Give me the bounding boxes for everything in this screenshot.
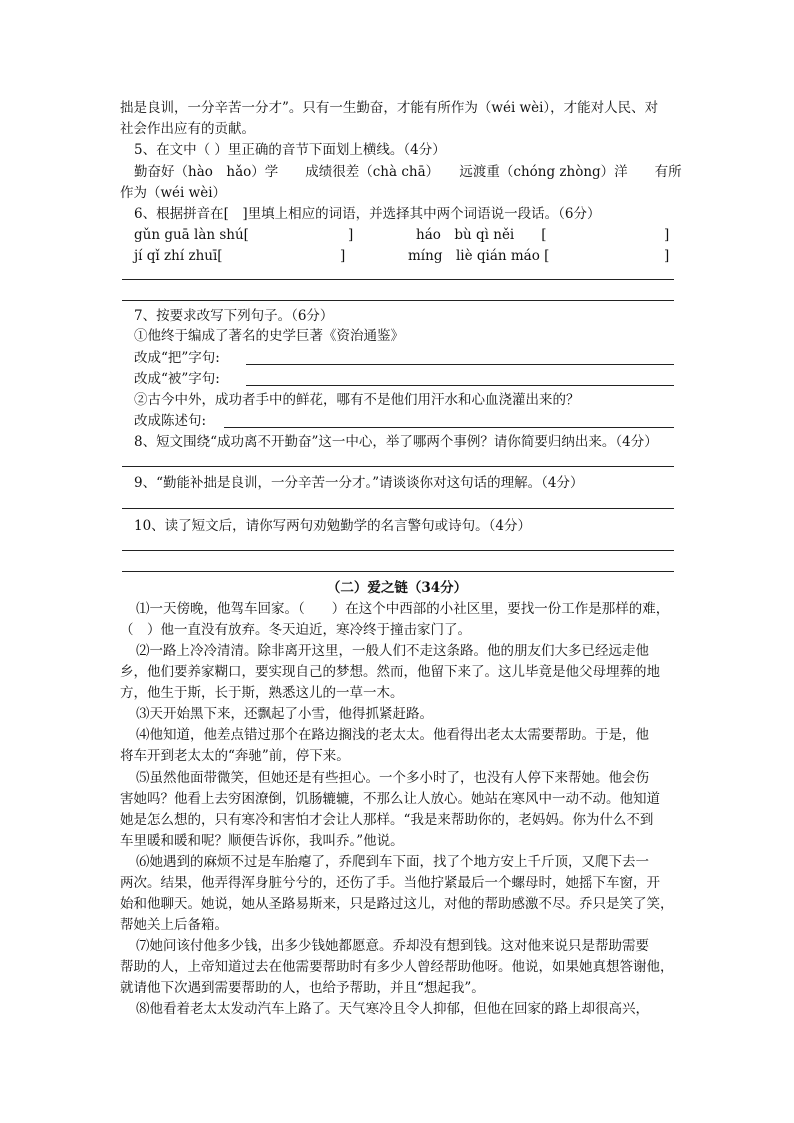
paragraph-4-line: 将车开到老太太的“奔驰”前，停下来。 bbox=[120, 748, 350, 764]
question-10-prompt: 10、读了短文后，请你写两句劝勉勤学的名言警句或诗句。（4分） bbox=[134, 518, 532, 534]
paragraph-2-line: ⑵一路上冷冷清清。除非离开这里，一般人们不走这条路。他的朋友们大多已经远走他 bbox=[136, 643, 649, 659]
paragraph-5-line: 害她吗？他看上去穷困潦倒，饥肠辘辘，不那么让人放心。她站在寒风中一动不动。他知道 bbox=[120, 791, 660, 807]
question-5-options-line1: 勤奋好（hào hǎo）学 成绩很差（chà chā） 远渡重（chóng zhòng）洋 有所 bbox=[134, 164, 682, 180]
paragraph-1-line: ⑴一天傍晚，他驾车回家。（ ）在这个中西部的小社区里，要找一份工作是那样的难， bbox=[136, 601, 670, 617]
answer-line[interactable] bbox=[122, 466, 674, 467]
declarative-answer-line[interactable] bbox=[224, 427, 674, 428]
question-7-sentence-1: ①他终于编成了著名的史学巨著《资治通鉴》 bbox=[134, 328, 404, 344]
q4-continuation-line2: 社会作出应有的贡献。 bbox=[120, 121, 255, 137]
question-6-prompt: 6、根据拼音在[ ]里填上相应的词语，并选择其中两个词语说一段话。（6分） bbox=[134, 206, 601, 222]
bei-sentence-answer-line[interactable] bbox=[246, 385, 674, 386]
bracket-close[interactable]: ] bbox=[348, 227, 354, 243]
pinyin-jiqizhizhui: jí qǐ zhí zhuī[ bbox=[134, 248, 223, 264]
paragraph-2-line: 方，他生于斯，长于斯，熟悉这儿的一草一木。 bbox=[120, 685, 404, 701]
paragraph-6-line: 两次。结果，他弄得浑身脏兮兮的，还伤了手。当他拧紧最后一个螺母时，她摇下车窗，开 bbox=[120, 875, 660, 891]
bracket-close[interactable]: ] bbox=[664, 227, 670, 243]
bracket-close[interactable]: ] bbox=[664, 248, 670, 264]
answer-line[interactable] bbox=[122, 300, 674, 301]
paragraph-7-line: 帮助的人，上帝知道过去在他需要帮助时有多少人曾经帮助他呀。他说，如果她真想答谢他， bbox=[120, 959, 674, 975]
q4-continuation-line1: 拙是良训，一分辛苦一分才”。只有一生勤奋，才能有所作为（wéi wèi），才能对人民、对 bbox=[120, 100, 659, 116]
paragraph-8-line: ⑻他看着老太太发动汽车上路了。天气寒冷且令人抑郁，但他在回家的路上却很高兴， bbox=[136, 1001, 649, 1017]
bei-sentence-label: 改成“被”字句: bbox=[134, 371, 220, 387]
question-6-row-2 bbox=[134, 246, 690, 267]
question-9-prompt: 9、“勤能补拙是良训，一分辛苦一分才。”请谈谈你对这句话的理解。（4分） bbox=[134, 475, 584, 491]
question-6-row-1 bbox=[134, 225, 690, 246]
pinyin-minglieqianmao: míng liè qián máo [ bbox=[408, 248, 550, 264]
ba-sentence-answer-line[interactable] bbox=[246, 364, 674, 365]
paragraph-5-line: 她是怎么想的，只有寒冷和害怕才会让人那样。“我是来帮助你的，老妈妈。你为什么不到 bbox=[120, 812, 654, 828]
ba-sentence-label: 改成“把”字句: bbox=[134, 350, 220, 366]
answer-line[interactable] bbox=[122, 550, 674, 551]
question-7-prompt: 7、按要求改写下列句子。（6分） bbox=[134, 308, 334, 324]
paragraph-1-line: （ ）他一直没有放弃。冬天迫近，寒冷终于撞击家门了。 bbox=[120, 622, 471, 638]
paragraph-7-line: ⑺她问该付他多少钱，出多少钱她都愿意。乔却没有想到钱。这对他来说只是帮助需要 bbox=[136, 938, 649, 954]
pinyin-haobuqinei: háo bù qì něi [ bbox=[416, 227, 547, 243]
paragraph-4-line: ⑷他知道，他差点错过那个在路边搁浅的老太太。他看得出老太太需要帮助。于是，他 bbox=[136, 727, 649, 743]
answer-line[interactable] bbox=[122, 508, 674, 509]
paragraph-6-line: 始和他聊天。她说，她从圣路易斯来，只是路过这儿，对他的帮助感激不尽。乔只是笑了笑， bbox=[120, 896, 674, 912]
declarative-sentence-label: 改成陈述句: bbox=[134, 413, 207, 429]
question-7-sentence-2: ②古今中外，成功者手中的鲜花，哪有不是他们用汗水和心血浇灌出来的？ bbox=[134, 392, 580, 408]
paragraph-2-line: 乡，他们要养家糊口，要实现自己的梦想。然而，他留下来了。这儿毕竟是他父母埋葬的地 bbox=[120, 664, 660, 680]
answer-line[interactable] bbox=[122, 279, 674, 280]
paragraph-6-line: 帮她关上后备箱。 bbox=[120, 917, 228, 933]
pinyin-gunguaranshu: gǔn guā làn shú[ bbox=[134, 227, 249, 243]
answer-line[interactable] bbox=[122, 571, 674, 572]
paragraph-6-line: ⑹她遇到的麻烦不过是车胎瘪了，乔爬到车下面，找了个地方安上千斤顶，又爬下去一 bbox=[136, 854, 649, 870]
paragraph-5-line: ⑸虽然他面带微笑，但她还是有些担心。一个多小时了，也没有人停下来帮她。他会伤 bbox=[136, 770, 649, 786]
paragraph-7-line: 就请他下次遇到需要帮助的人，也给予帮助，并且“想起我”。 bbox=[120, 980, 485, 996]
bracket-close[interactable]: ] bbox=[340, 248, 346, 264]
question-5-options-line2: 作为（wéi wèi） bbox=[120, 185, 227, 201]
paragraph-5-line: 车里暖和暖和呢？顺便告诉你，我叫乔。”他说。 bbox=[120, 833, 404, 849]
paragraph-3-line: ⑶天开始黑下来，还飘起了小雪，他得抓紧赶路。 bbox=[136, 706, 433, 722]
question-5-prompt: 5、在文中（ ）里正确的音节下面划上横线。（4分） bbox=[134, 142, 446, 158]
question-8-prompt: 8、短文围绕“成功离不开勤奋”这一中心，举了哪两个事例？请你简要归纳出来。（4分） bbox=[134, 434, 658, 450]
section-title: （二）爱之链（34分） bbox=[326, 580, 468, 596]
